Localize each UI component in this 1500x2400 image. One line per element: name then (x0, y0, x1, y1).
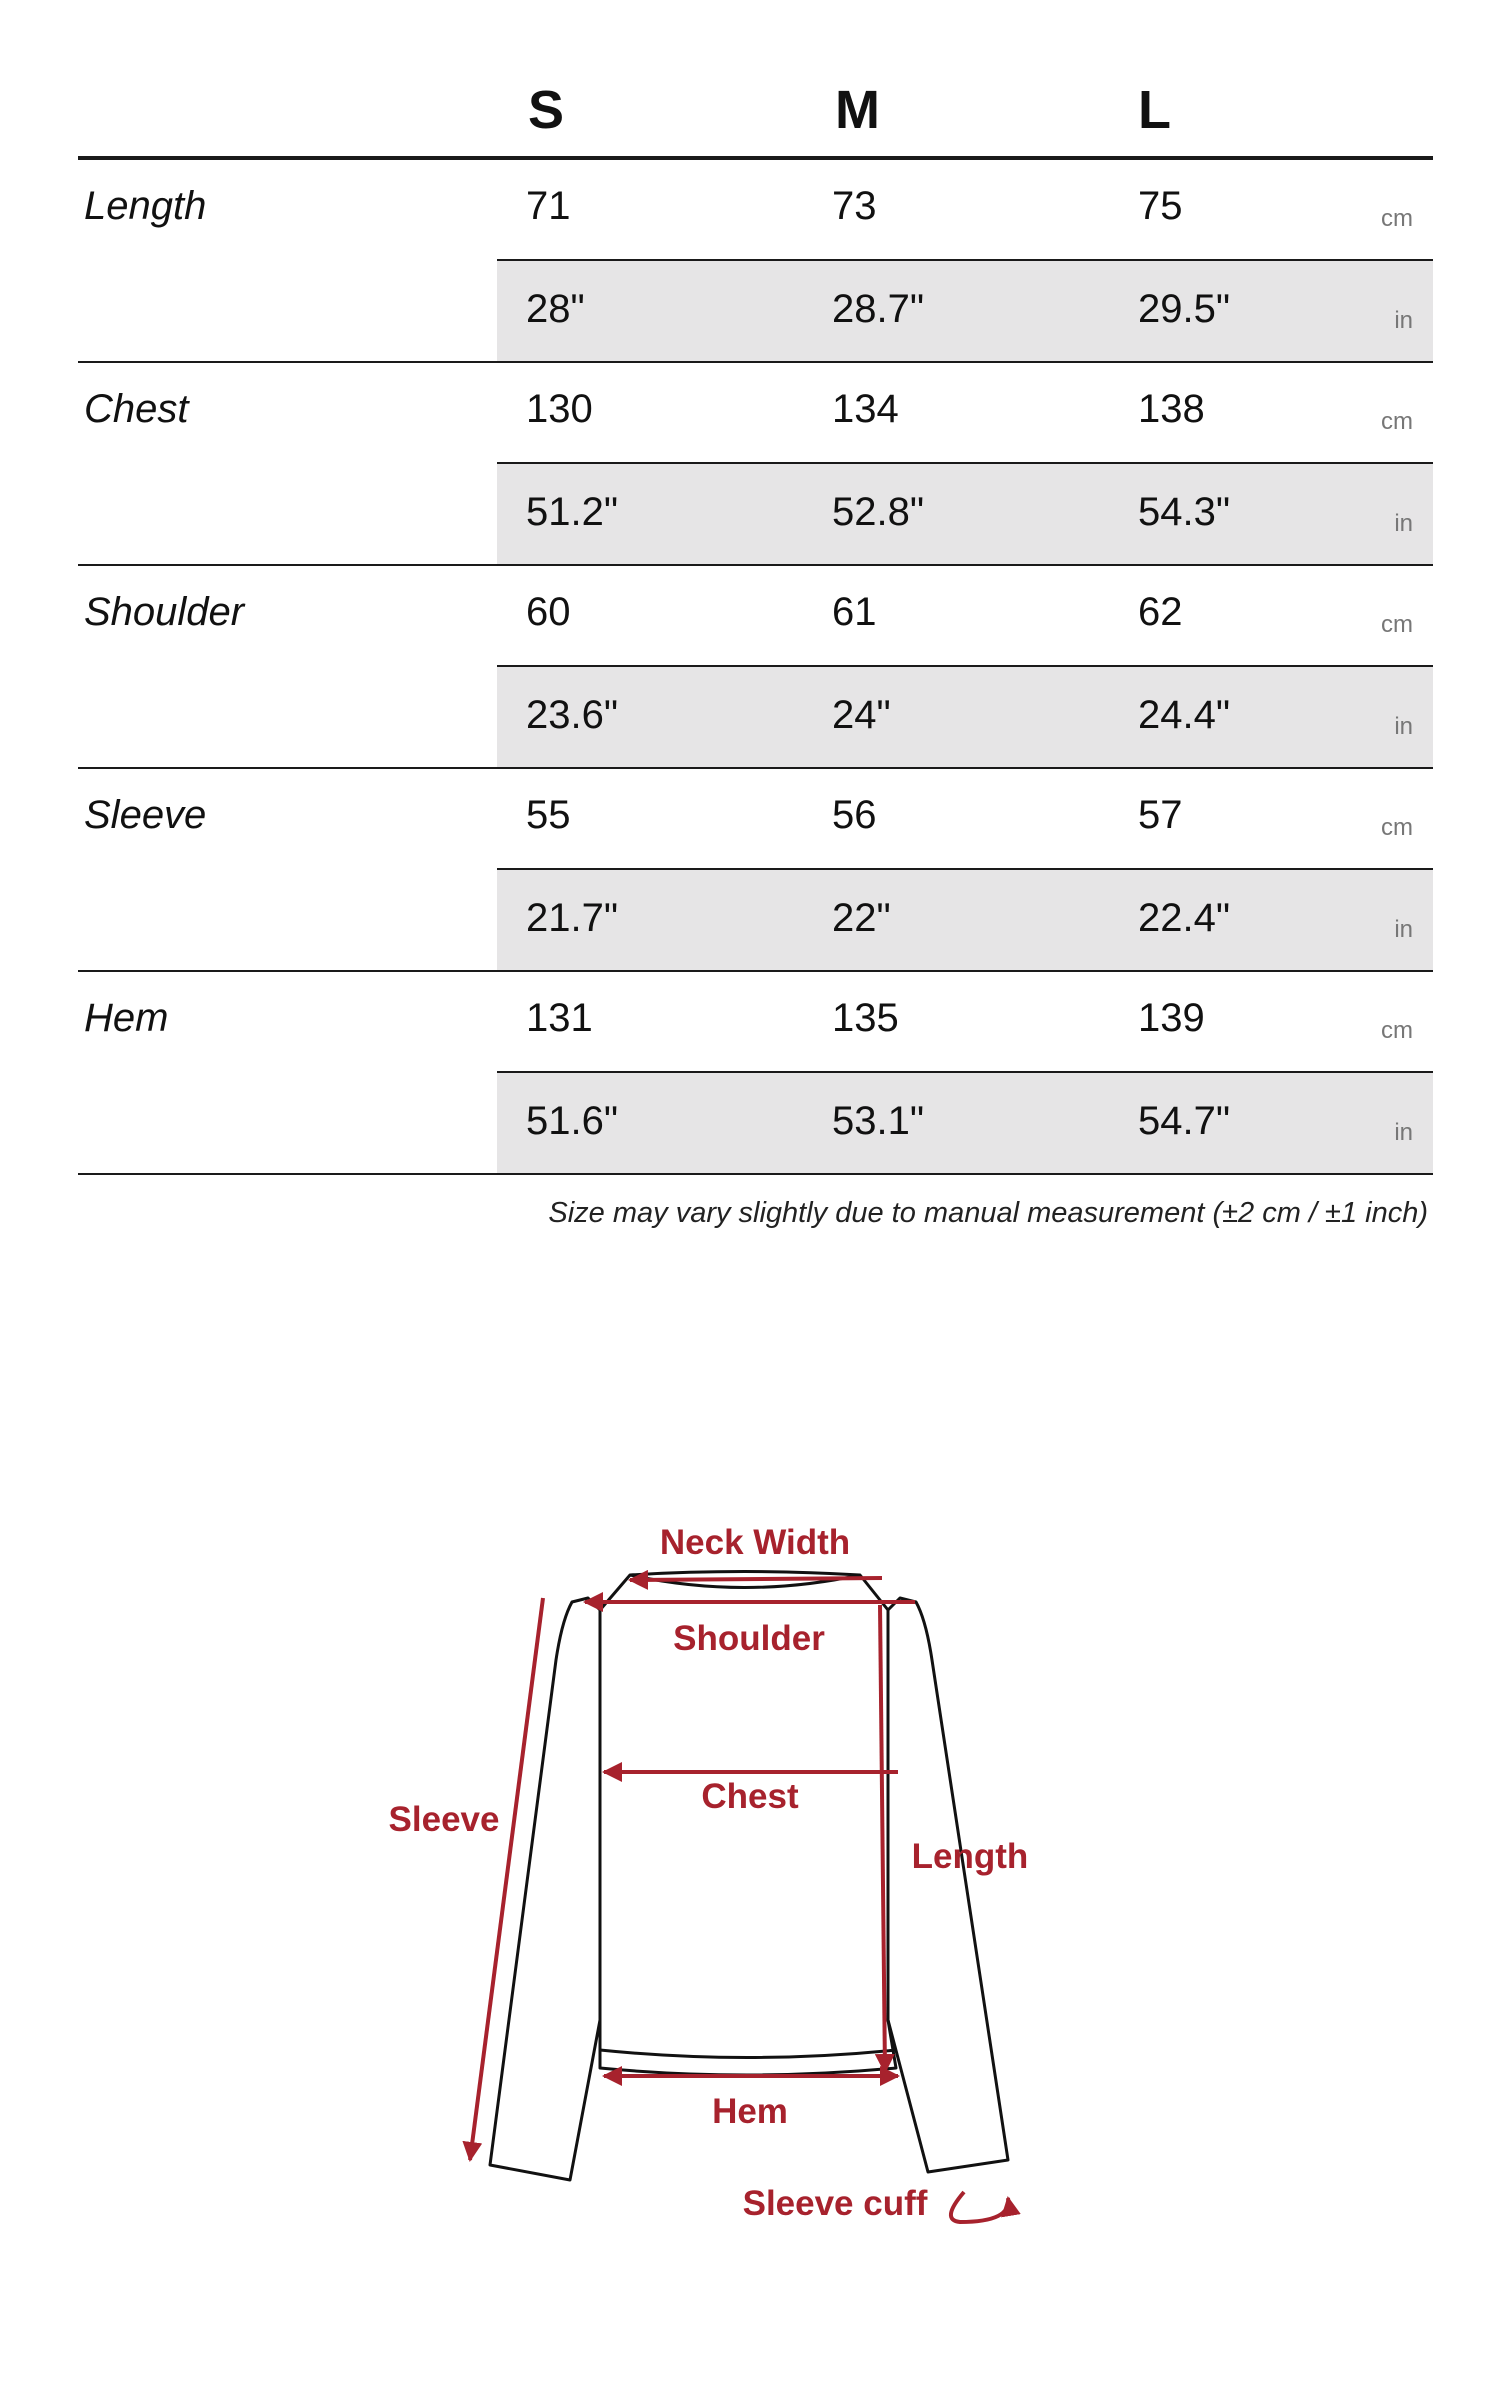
sleeve-arrow (470, 1598, 543, 2160)
length-label: Length (911, 1837, 1029, 1876)
size-header-m: M (835, 80, 880, 140)
inch-row-shading (497, 667, 1433, 767)
cm-value: 134 (832, 387, 899, 431)
row-divider (78, 767, 1433, 769)
sleeve-label: Sleeve (388, 1800, 500, 1839)
size-header-l: L (1138, 80, 1171, 140)
right-sleeve-outline (888, 1598, 1008, 2172)
inch-row-shading (497, 1073, 1433, 1173)
unit-cm: cm (1381, 814, 1413, 841)
cm-value: 71 (526, 184, 571, 228)
row-divider (78, 158, 1433, 160)
table-bottom-rule (78, 1173, 1433, 1175)
inch-row-shading (497, 464, 1433, 564)
diagram-svg (0, 1450, 1500, 2250)
cm-value: 139 (1138, 996, 1205, 1040)
length-arrow (880, 1605, 885, 2072)
cm-value: 135 (832, 996, 899, 1040)
hem-band-outline (600, 2050, 896, 2058)
inch-value: 24.4" (1138, 693, 1231, 737)
cm-value: 62 (1138, 590, 1183, 634)
unit-in: in (1394, 713, 1413, 740)
inch-value: 23.6" (526, 693, 619, 737)
cm-value: 55 (526, 793, 571, 837)
cm-value: 75 (1138, 184, 1183, 228)
half-row-divider (497, 1071, 1433, 1073)
measurement-label: Hem (84, 996, 169, 1040)
unit-cm: cm (1381, 611, 1413, 638)
inch-value: 21.7" (526, 896, 619, 940)
unit-cm: cm (1381, 1017, 1413, 1044)
inch-row-shading (497, 870, 1433, 970)
inch-value: 22" (832, 896, 891, 940)
unit-cm: cm (1381, 205, 1413, 232)
neck-width-label: Neck Width (659, 1523, 851, 1562)
inch-value: 28.7" (832, 287, 925, 331)
half-row-divider (497, 462, 1433, 464)
cm-value: 131 (526, 996, 593, 1040)
sleeve-cuff-arrow (951, 2192, 1008, 2222)
shoulder-label: Shoulder (673, 1619, 825, 1658)
measurement-labels (389, 1523, 1029, 2223)
cm-value: 56 (832, 793, 877, 837)
header-rule (78, 156, 1433, 158)
half-row-divider (497, 665, 1433, 667)
cm-value: 73 (832, 184, 877, 228)
measurement-label: Sleeve (84, 793, 207, 837)
inch-value: 22.4" (1138, 896, 1231, 940)
unit-in: in (1394, 916, 1413, 943)
inch-value: 52.8" (832, 490, 925, 534)
inch-value: 24" (832, 693, 891, 737)
measurement-label: Chest (84, 387, 189, 431)
inch-value: 51.2" (526, 490, 619, 534)
cm-value: 138 (1138, 387, 1205, 431)
garment-measurement-diagram (0, 1450, 1500, 2250)
inch-value: 53.1" (832, 1099, 925, 1143)
half-row-divider (497, 259, 1433, 261)
cm-value: 57 (1138, 793, 1183, 837)
chest-label: Chest (701, 1777, 799, 1816)
row-divider (78, 564, 1433, 566)
measurement-note: Size may vary slightly due to manual measurement (±2 cm / ±1 inch) (548, 1197, 1428, 1229)
hem-label: Hem (712, 2092, 788, 2131)
row-divider (78, 361, 1433, 363)
unit-in: in (1394, 307, 1413, 334)
neck-width-arrow (630, 1578, 882, 1580)
size-chart-table (78, 0, 1433, 1229)
inch-value: 28" (526, 287, 585, 331)
inch-value: 54.7" (1138, 1099, 1231, 1143)
unit-in: in (1394, 1119, 1413, 1146)
size-header-s: S (528, 80, 565, 140)
inch-value: 54.3" (1138, 490, 1231, 534)
unit-cm: cm (1381, 408, 1413, 435)
inch-row-shading (497, 261, 1433, 361)
cm-value: 61 (832, 590, 877, 634)
inch-value: 29.5" (1138, 287, 1231, 331)
cm-value: 60 (526, 590, 571, 634)
cm-value: 130 (526, 387, 593, 431)
measurement-label: Length (84, 184, 207, 228)
unit-in: in (1394, 510, 1413, 537)
inch-value: 51.6" (526, 1099, 619, 1143)
measurement-label: Shoulder (84, 590, 245, 634)
row-divider (78, 970, 1433, 972)
sleeve-cuff-label: Sleeve cuff (742, 2184, 928, 2223)
half-row-divider (497, 868, 1433, 870)
